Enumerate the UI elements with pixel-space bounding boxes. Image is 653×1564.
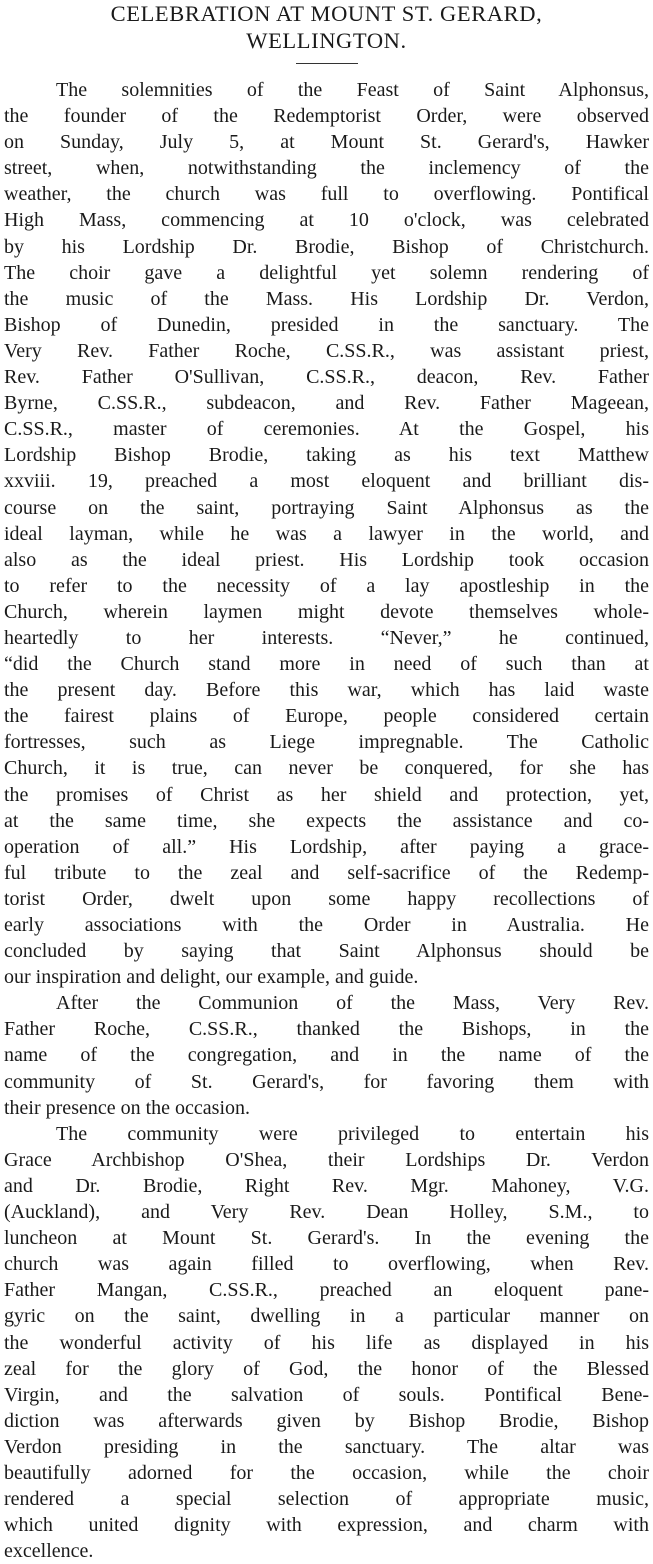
paragraph-line: our inspiration and delight, our example, and guide.: [4, 966, 419, 989]
paragraph-line: heartedly to her interests. “Never,” he continued,: [4, 626, 649, 649]
paragraph-line: on Sunday, July 5, at Mount St. Gerard's, Hawker: [4, 131, 649, 154]
article-headline: [4, 0, 649, 54]
paragraph-line: the founder of the Redemptorist Order, were observed: [4, 105, 649, 128]
paragraph-line: to refer to the necessity of a lay apostleship in the: [4, 574, 649, 597]
headline-line-2: WELLINGTON.: [246, 28, 407, 53]
paragraph-line: rendered a special selection of appropriate music,: [4, 1488, 649, 1511]
paragraph-line: the promises of Christ as her shield and protection, yet,: [4, 783, 649, 806]
paragraph-line: name of the congregation, and in the name of the: [4, 1044, 649, 1067]
paragraph-line: which united dignity with expression, and charm with: [4, 1514, 649, 1537]
paragraph-line: Very Rev. Father Roche, C.SS.R., was assistant priest,: [4, 339, 649, 362]
paragraph-line: the present day. Before this war, which has laid waste: [4, 679, 649, 702]
article-body: [4, 77, 649, 1564]
paragraph-line: torist Order, dwelt upon some happy recollections of: [4, 887, 649, 910]
paragraph-line: Lordship Bishop Brodie, taking as his text Matthew: [4, 444, 649, 467]
paragraph-line: and Dr. Brodie, Right Rev. Mgr. Mahoney, V.G.: [4, 1174, 649, 1197]
headline-line-1: CELEBRATION AT MOUNT ST. GERARD,: [110, 1, 543, 26]
paragraph-line: weather, the church was full to overflowing. Pontifical: [4, 183, 649, 206]
paragraph-line: the music of the Mass. His Lordship Dr. Verdon,: [4, 287, 649, 310]
paragraph-line: After the Communion of the Mass, Very Rev.: [56, 992, 649, 1015]
paragraph-line: Father Mangan, C.SS.R., preached an eloquent pane-: [4, 1279, 649, 1302]
paragraph-line: Father Roche, C.SS.R., thanked the Bishops, in the: [4, 1018, 649, 1041]
paragraph-line: Verdon presiding in the sanctuary. The altar was: [4, 1435, 649, 1458]
paragraph-line: The solemnities of the Feast of Saint Alphonsus,: [56, 79, 649, 101]
paragraph-line: The community were privileged to entertain his: [56, 1122, 649, 1145]
paragraph-line: Grace Archbishop O'Shea, their Lordships Dr. Verdon: [4, 1148, 649, 1171]
paragraph-line: Virgin, and the salvation of souls. Pontifical Bene-: [4, 1383, 649, 1406]
paragraph-line: Rev. Father O'Sullivan, C.SS.R., deacon, Rev. Father: [4, 366, 649, 389]
newspaper-article: [4, 0, 649, 1564]
paragraph-line: the wonderful activity of his life as displayed in his: [4, 1331, 649, 1354]
paragraph-line: xxviii. 19, preached a most eloquent and brilliant dis-: [4, 470, 649, 493]
paragraph-line: Bishop of Dunedin, presided in the sanctuary. The: [4, 313, 649, 336]
paragraph-line: street, when, notwithstanding the inclemency of the: [4, 157, 649, 180]
paragraph-line: The choir gave a delightful yet solemn rendering of: [4, 261, 649, 284]
paragraph-line: Byrne, C.SS.R., subdeacon, and Rev. Father Mageean,: [4, 392, 649, 415]
paragraph-line: beautifully adorned for the occasion, while the choir: [4, 1461, 649, 1484]
paragraph-line: “did the Church stand more in need of such than at: [4, 653, 649, 676]
paragraph-line: fortresses, such as Liege impregnable. The Catholic: [4, 731, 649, 754]
paragraph-line: zeal for the glory of God, the honor of the Blessed: [4, 1357, 649, 1380]
paragraph-line: excellence.: [4, 1540, 94, 1563]
article-paragraph: [4, 77, 649, 990]
paragraph-line: at the same time, she expects the assistance and co-: [4, 809, 649, 832]
paragraph-line: Church, wherein laymen might devote themselves whole-: [4, 600, 649, 623]
paragraph-line: community of St. Gerard's, for favoring them with: [4, 1070, 649, 1093]
paragraph-line: gyric on the saint, dwelling in a particular manner on: [4, 1305, 649, 1328]
paragraph-line: luncheon at Mount St. Gerard's. In the evening the: [4, 1227, 649, 1250]
paragraph-line: course on the saint, portraying Saint Alphonsus as the: [4, 496, 649, 519]
paragraph-line: High Mass, commencing at 10 o'clock, was celebrated: [4, 209, 649, 232]
paragraph-line: diction was afterwards given by Bishop Brodie, Bishop: [4, 1409, 649, 1432]
paragraph-line: operation of all.” His Lordship, after paying a grace-: [4, 835, 649, 858]
paragraph-line: Church, it is true, can never be conquered, for she has: [4, 757, 649, 780]
paragraph-line: ful tribute to the zeal and self-sacrifice of the Redemp-: [4, 861, 649, 884]
paragraph-line: their presence on the occasion.: [4, 1096, 251, 1119]
paragraph-line: C.SS.R., master of ceremonies. At the Gospel, his: [4, 418, 649, 441]
paragraph-line: early associations with the Order in Australia. He: [4, 914, 649, 936]
paragraph-line: also as the ideal priest. His Lordship took occasion: [4, 548, 649, 571]
paragraph-line: the fairest plains of Europe, people considered certain: [4, 705, 649, 728]
paragraph-line: ideal layman, while he was a lawyer in the world, and: [4, 522, 649, 545]
headline-divider: [296, 63, 358, 64]
article-paragraph: [4, 990, 649, 1120]
paragraph-line: (Auckland), and Very Rev. Dean Holley, S.M., to: [4, 1201, 649, 1224]
paragraph-line: concluded by saying that Saint Alphonsus should be: [4, 940, 649, 963]
article-paragraph: [4, 1121, 649, 1564]
paragraph-line: by his Lordship Dr. Brodie, Bishop of Christchurch.: [4, 235, 649, 258]
paragraph-line: church was again filled to overflowing, when Rev.: [4, 1253, 649, 1276]
